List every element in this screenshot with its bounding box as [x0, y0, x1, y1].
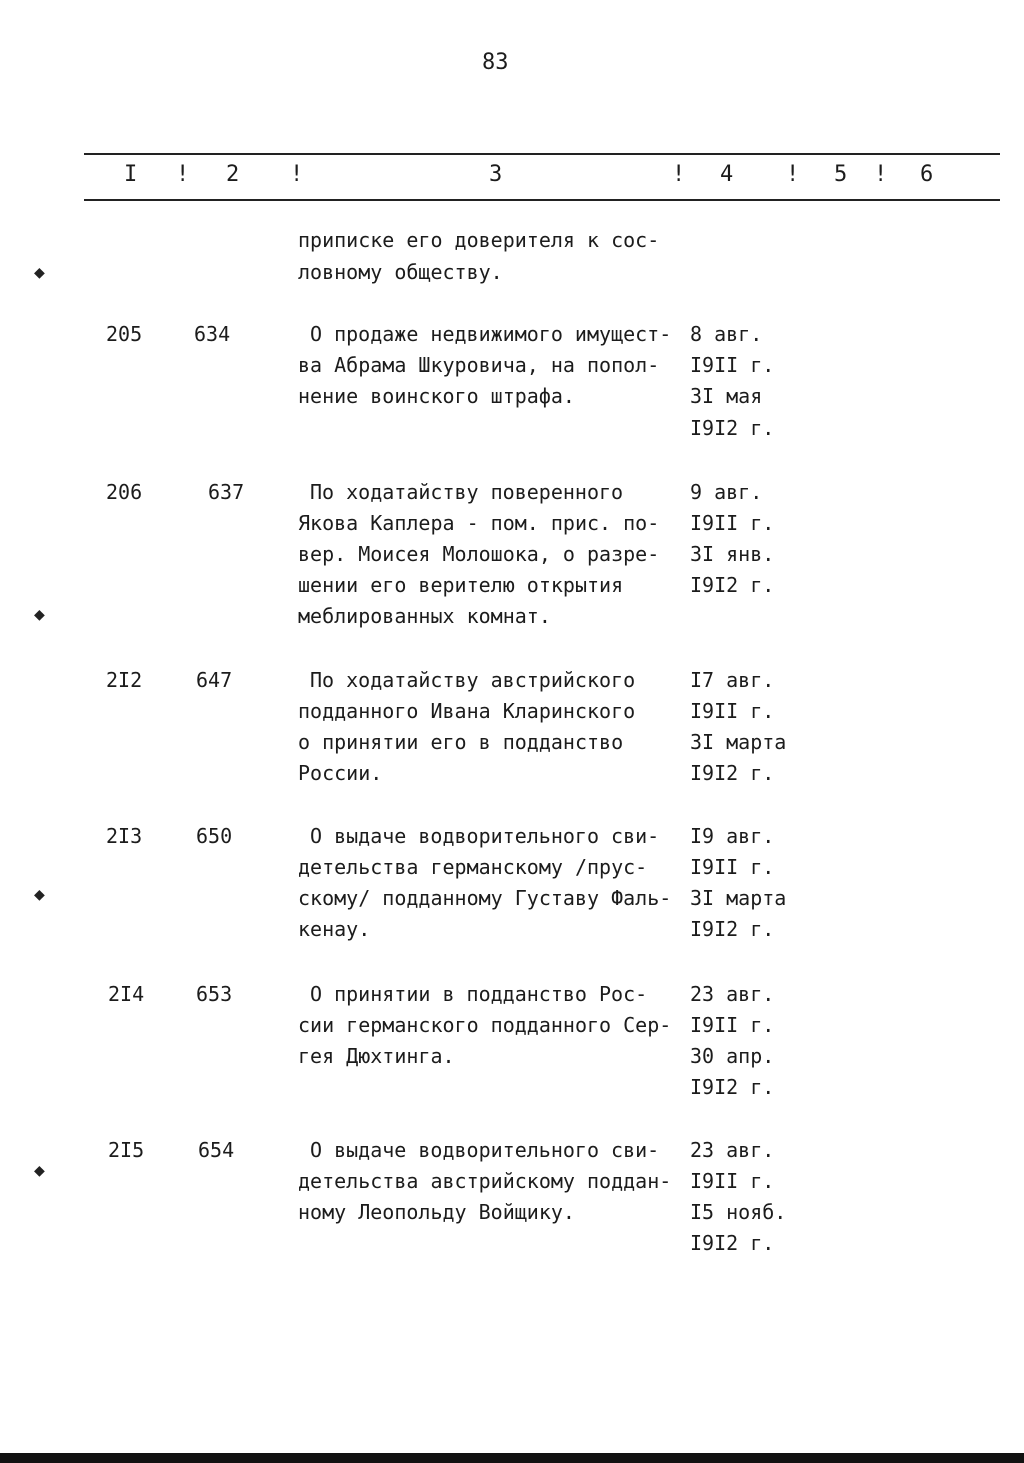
- header-separator: !: [672, 162, 686, 187]
- header-rule-top: [84, 153, 1000, 155]
- entry-date-line: I9I2 г.: [690, 416, 775, 440]
- entry-date-line: 23 авг.: [690, 1138, 775, 1162]
- header-separator: !: [176, 162, 190, 187]
- entry-date-line: I9I2 г.: [690, 917, 775, 941]
- entry-number: 2I5: [108, 1138, 145, 1162]
- case-number: 637: [208, 480, 245, 504]
- entry-description-line: о принятии его в подданство: [298, 730, 624, 754]
- entry-description-line: О выдаче водворительного сви-: [310, 824, 660, 848]
- entry-number: 2I2: [106, 668, 143, 692]
- continuation-line: ловному обществу.: [298, 260, 503, 284]
- case-number: 654: [198, 1138, 235, 1162]
- entry-description-line: ному Леопольду Войщику.: [298, 1200, 575, 1224]
- entry-date-line: I7 авг.: [690, 668, 775, 692]
- header-col-6: 6: [920, 162, 934, 187]
- entry-date-line: I9I2 г.: [690, 761, 775, 785]
- entry-date-line: I9II г.: [690, 511, 775, 535]
- entry-date-line: 3I янв.: [690, 542, 775, 566]
- entry-date-line: 3I мая: [690, 384, 763, 408]
- entry-number: 206: [106, 480, 143, 504]
- scan-bottom-edge: [0, 1453, 1024, 1463]
- case-number: 653: [196, 982, 233, 1006]
- binding-hole-mark: ◆: [34, 604, 45, 625]
- case-number: 650: [196, 824, 233, 848]
- binding-hole-mark: ◆: [34, 1160, 45, 1181]
- entry-description-line: О принятии в подданство Рос-: [310, 982, 648, 1006]
- entry-date-line: 30 апр.: [690, 1044, 775, 1068]
- entry-description-line: нение воинского штрафа.: [298, 384, 575, 408]
- entry-date-line: I9II г.: [690, 1169, 775, 1193]
- entry-description-line: сии германского подданного Сер-: [298, 1013, 672, 1037]
- entry-description-line: подданного Ивана Кларинского: [298, 699, 636, 723]
- header-col-1: I: [124, 162, 138, 187]
- entry-description-line: шении его верителю открытия: [298, 573, 624, 597]
- entry-date-line: I9I2 г.: [690, 1231, 775, 1255]
- entry-description-line: России.: [298, 761, 383, 785]
- entry-date-line: I9I2 г.: [690, 1075, 775, 1099]
- entry-description-line: детельства австрийскому поддан-: [298, 1169, 672, 1193]
- entry-date-line: I9II г.: [690, 699, 775, 723]
- entry-number: 205: [106, 322, 143, 346]
- entry-date-line: I9I2 г.: [690, 573, 775, 597]
- continuation-line: приписке его доверителя к сос-: [298, 228, 660, 252]
- entry-description-line: О выдаче водворительного сви-: [310, 1138, 660, 1162]
- binding-hole-mark: ◆: [34, 262, 45, 283]
- entry-date-line: 8 авг.: [690, 322, 763, 346]
- entry-description-line: детельства германскому /прус-: [298, 855, 648, 879]
- entry-description-line: скому/ подданному Густаву Фаль-: [298, 886, 672, 910]
- entry-date-line: 9 авг.: [690, 480, 763, 504]
- entry-date-line: I9II г.: [690, 1013, 775, 1037]
- entry-description-line: О продаже недвижимого имущест-: [310, 322, 672, 346]
- entry-date-line: 3I марта: [690, 730, 787, 754]
- entry-description-line: По ходатайству поверенного: [310, 480, 624, 504]
- entry-description-line: Якова Каплера - пом. прис. по-: [298, 511, 660, 535]
- header-separator: !: [874, 162, 888, 187]
- entry-description-line: ва Абрама Шкуровича, на попол-: [298, 353, 660, 377]
- header-rule-bottom: [84, 199, 1000, 201]
- entry-description-line: вер. Моисея Молошока, о разре-: [298, 542, 660, 566]
- page-number: 83: [482, 50, 509, 75]
- header-col-3: 3: [489, 162, 503, 187]
- header-separator: !: [290, 162, 304, 187]
- entry-date-line: I9 авг.: [690, 824, 775, 848]
- entry-number: 2I3: [106, 824, 143, 848]
- entry-description-line: гея Дюхтинга.: [298, 1044, 455, 1068]
- entry-date-line: I5 нояб.: [690, 1200, 787, 1224]
- case-number: 647: [196, 668, 233, 692]
- header-col-4: 4: [720, 162, 734, 187]
- header-separator: !: [786, 162, 800, 187]
- entry-date-line: I9II г.: [690, 353, 775, 377]
- binding-hole-mark: ◆: [34, 884, 45, 905]
- entry-date-line: 3I марта: [690, 886, 787, 910]
- entry-description-line: По ходатайству австрийского: [310, 668, 636, 692]
- entry-number: 2I4: [108, 982, 145, 1006]
- entry-description-line: меблированных комнат.: [298, 604, 551, 628]
- entry-description-line: кенау.: [298, 917, 371, 941]
- entry-date-line: I9II г.: [690, 855, 775, 879]
- entry-date-line: 23 авг.: [690, 982, 775, 1006]
- header-col-5: 5: [834, 162, 848, 187]
- case-number: 634: [194, 322, 231, 346]
- header-col-2: 2: [226, 162, 240, 187]
